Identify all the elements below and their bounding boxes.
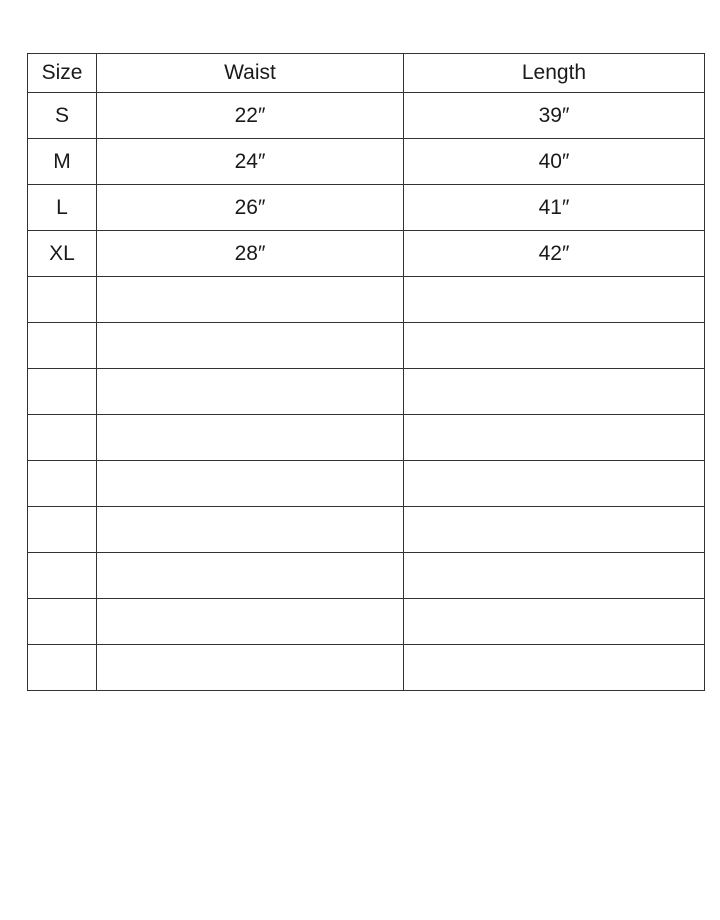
cell-waist (97, 461, 404, 507)
table-row (28, 507, 705, 553)
cell-waist (97, 277, 404, 323)
cell-waist: 28″ (97, 231, 404, 277)
cell-waist (97, 553, 404, 599)
table-row (28, 369, 705, 415)
cell-length: 39″ (404, 93, 705, 139)
cell-size: XL (28, 231, 97, 277)
cell-length: 42″ (404, 231, 705, 277)
cell-size (28, 553, 97, 599)
cell-length (404, 461, 705, 507)
cell-size (28, 645, 97, 691)
cell-size (28, 369, 97, 415)
cell-waist: 22″ (97, 93, 404, 139)
header-length: Length (404, 54, 705, 93)
cell-size (28, 599, 97, 645)
cell-length (404, 507, 705, 553)
cell-size: S (28, 93, 97, 139)
cell-length (404, 369, 705, 415)
cell-length (404, 645, 705, 691)
table-row (28, 139, 705, 185)
cell-length: 40″ (404, 139, 705, 185)
cell-waist: 24″ (97, 139, 404, 185)
cell-length (404, 599, 705, 645)
table-row (28, 415, 705, 461)
table-body (28, 93, 705, 691)
table-row (28, 93, 705, 139)
cell-size (28, 461, 97, 507)
table-row (28, 553, 705, 599)
cell-size (28, 507, 97, 553)
table-row (28, 231, 705, 277)
cell-size (28, 277, 97, 323)
cell-waist: 26″ (97, 185, 404, 231)
cell-waist (97, 415, 404, 461)
cell-waist (97, 323, 404, 369)
table-row (28, 599, 705, 645)
cell-size: M (28, 139, 97, 185)
cell-size: L (28, 185, 97, 231)
cell-waist (97, 369, 404, 415)
cell-size (28, 415, 97, 461)
header-size: Size (28, 54, 97, 93)
cell-length (404, 553, 705, 599)
cell-waist (97, 507, 404, 553)
cell-length (404, 277, 705, 323)
table-row (28, 461, 705, 507)
table-header-row (28, 54, 705, 93)
cell-size (28, 323, 97, 369)
table-row (28, 323, 705, 369)
cell-waist (97, 645, 404, 691)
cell-length: 41″ (404, 185, 705, 231)
table-row (28, 645, 705, 691)
cell-waist (97, 599, 404, 645)
table-row (28, 185, 705, 231)
table-row (28, 277, 705, 323)
cell-length (404, 415, 705, 461)
header-waist: Waist (97, 54, 404, 93)
size-chart-table (27, 53, 705, 691)
cell-length (404, 323, 705, 369)
